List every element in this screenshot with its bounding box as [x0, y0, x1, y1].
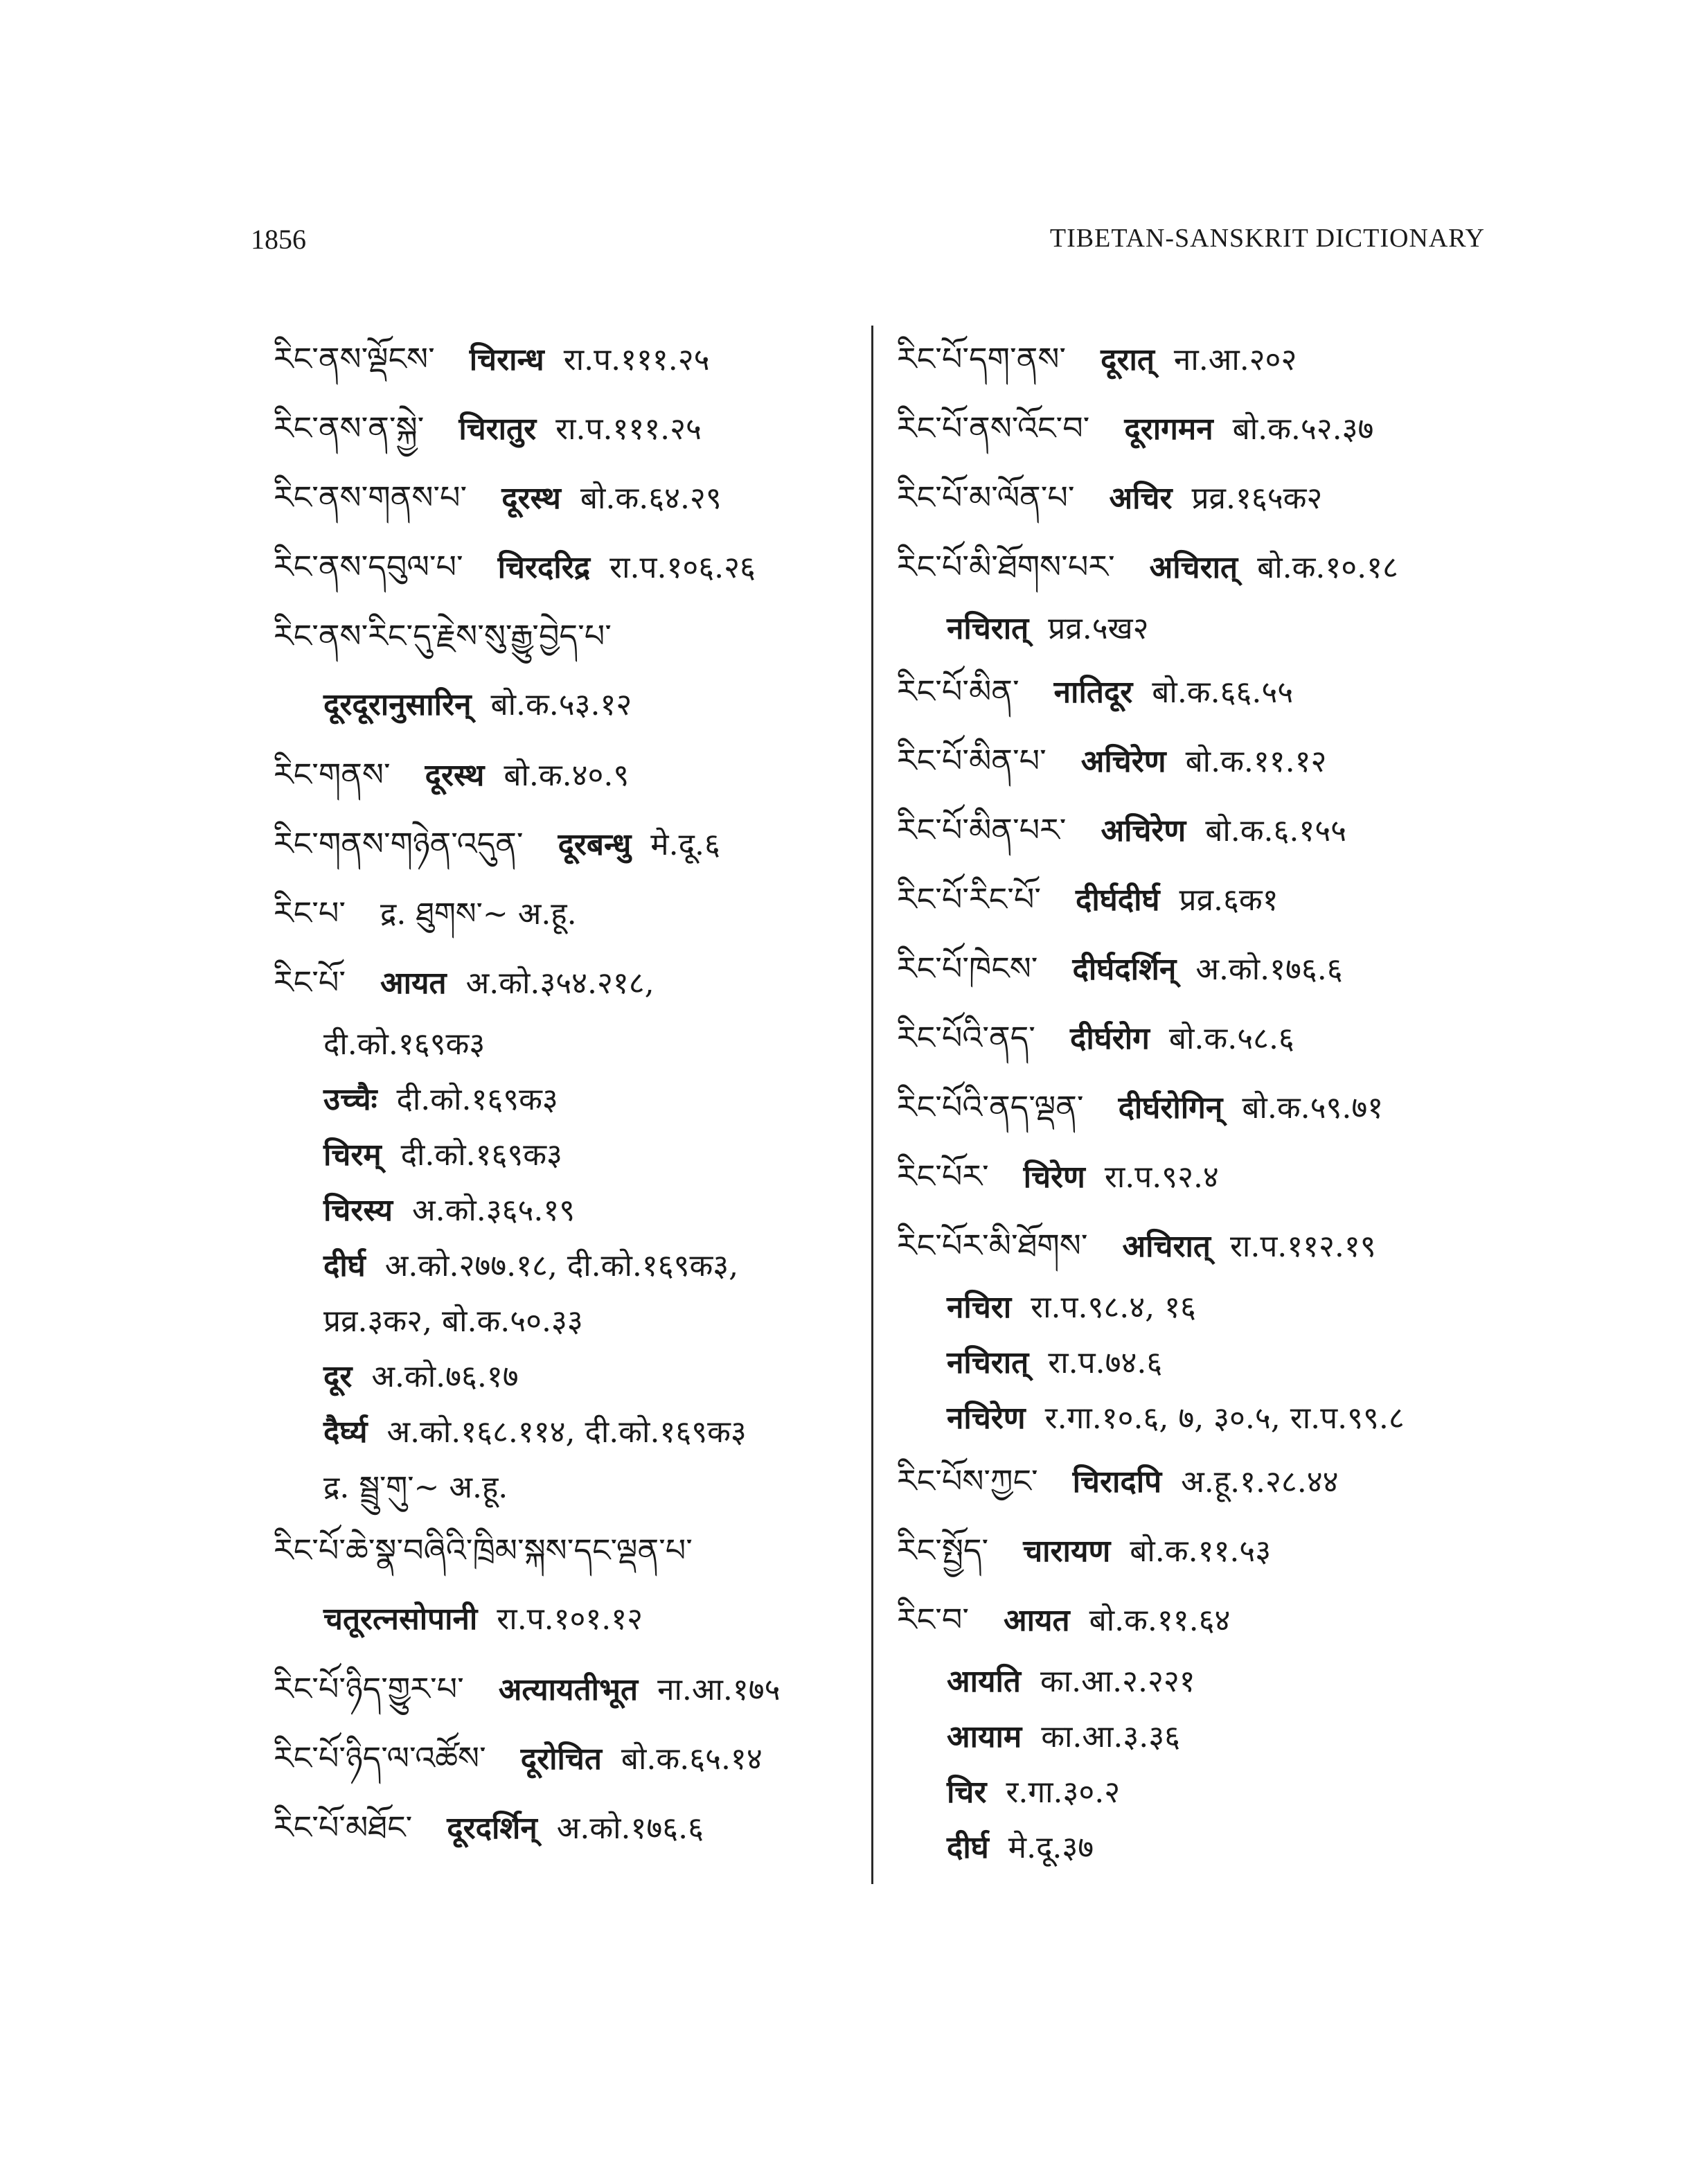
tibetan-headword: རིང་པོར་ — [897, 1157, 989, 1195]
page-number: 1856 — [251, 224, 306, 255]
tibetan-headword: རིང་པ་ — [274, 894, 346, 932]
sanskrit-equivalent: चिरादपि — [1072, 1464, 1162, 1500]
source-reference: रा.प.१०६.२६ — [609, 550, 756, 585]
sanskrit-equivalent: दूरागमन — [1124, 411, 1213, 447]
sanskrit-equivalent: अचिरात् — [1122, 1229, 1211, 1264]
sanskrit-equivalent: अचिरेण — [1101, 813, 1186, 849]
entry-continuation — [274, 1349, 855, 1405]
entry-continuation — [274, 1585, 855, 1654]
sanskrit-equivalent: चिरम् — [323, 1137, 382, 1173]
dictionary-entry — [274, 1654, 855, 1723]
tibetan-headword: རིང་ནས་དབུལ་པ་ — [274, 548, 463, 585]
tibetan-headword: རིང་པོ་ཆེ་སྣ་བཞིའི་ཁྲིམ་སྐས་དང་ལྡན་པ་ — [274, 1532, 693, 1569]
source-reference: बो.क.५८.६ — [1168, 1021, 1294, 1056]
sanskrit-equivalent: उच्चैः — [323, 1082, 377, 1117]
source-reference: बो.क.५९.७१ — [1242, 1090, 1384, 1126]
source-reference: र.गा.३०.२ — [1006, 1775, 1121, 1810]
sanskrit-equivalent: दीर्घरोग — [1069, 1021, 1150, 1056]
source-reference: अ.को.७६.१७ — [371, 1359, 519, 1394]
source-reference: ना.आ.२०२ — [1173, 342, 1297, 378]
entry-continuation — [897, 1710, 1506, 1765]
source-reference: अ.को.३६५.१९ — [411, 1193, 576, 1228]
sanskrit-equivalent: नातिदूर — [1053, 675, 1133, 710]
entry-continuation — [274, 1017, 855, 1072]
source-reference: रा.प.१११.२५ — [563, 342, 710, 378]
source-reference: बो.क.६.१५५ — [1205, 813, 1347, 849]
sanskrit-equivalent: नचिरा — [947, 1290, 1012, 1325]
source-reference: मे.दू.३७ — [1008, 1830, 1094, 1865]
entry-continuation — [897, 601, 1506, 657]
dictionary-entry — [274, 1723, 855, 1793]
dictionary-entry — [274, 740, 855, 809]
tibetan-headword: རིང་པོའི་ནད་ — [897, 1019, 1035, 1056]
dictionary-entry — [274, 324, 855, 393]
dictionary-entry — [274, 1793, 855, 1862]
source-reference: रा.प.९८.४, १६ — [1031, 1290, 1196, 1325]
entry-continuation — [897, 1335, 1506, 1391]
entry-continuation — [274, 671, 855, 740]
tibetan-headword: རིང་པོ་ནས་འོང་བ་ — [897, 409, 1090, 447]
sanskrit-equivalent: दूरात् — [1101, 342, 1155, 378]
sanskrit-equivalent: दीर्घदर्शिन् — [1072, 952, 1177, 987]
tibetan-headword: རིང་པོ་ — [274, 964, 346, 1001]
tibetan-headword: རིང་པོ་ཁེངས་ — [897, 950, 1038, 987]
source-reference: बो.क.११.१२ — [1185, 744, 1327, 779]
tibetan-headword: རིང་བ་ — [897, 1601, 970, 1638]
tibetan-headword: རིང་སྤྱོད་ — [897, 1532, 989, 1569]
source-reference: अ.को.३५४.२१८, — [465, 966, 654, 1001]
tibetan-headword: རིང་ནས་ན་སྐྱེ་ — [274, 409, 425, 447]
entry-continuation — [897, 1280, 1506, 1335]
tibetan-headword: རིང་པོ་ཉིད་གྱུར་པ་ — [274, 1670, 464, 1707]
source-reference: अ.हू.१.२८.४४ — [1181, 1464, 1339, 1500]
sanskrit-equivalent: नचिरेण — [947, 1401, 1026, 1436]
dictionary-entry — [897, 1003, 1506, 1072]
dictionary-entry — [274, 393, 855, 463]
dictionary-entry — [897, 532, 1506, 601]
tibetan-headword: རིང་པོ་ཉིད་ལ་འཚོས་ — [274, 1739, 486, 1777]
sanskrit-equivalent: दूरस्थ — [501, 481, 561, 516]
sanskrit-equivalent: आयाम — [947, 1719, 1022, 1755]
source-reference: बो.क.५२.३७ — [1232, 411, 1374, 447]
entry-continuation — [274, 1239, 855, 1294]
dictionary-entry — [897, 1142, 1506, 1211]
tibetan-headword: རིང་ནས་གནས་པ་ — [274, 479, 467, 516]
sanskrit-equivalent: नचिरात् — [947, 611, 1029, 646]
source-reference: बो.क.१०.१८ — [1257, 550, 1398, 585]
sanskrit-equivalent: आयति — [947, 1664, 1021, 1699]
source-reference: प्रव्र.६क१ — [1179, 882, 1279, 918]
sanskrit-equivalent: दूरदूरानुसारिन् — [323, 687, 472, 722]
tibetan-headword: རིང་པོས་ཀྱང་ — [897, 1462, 1038, 1500]
tibetan-headword: རིང་པོ་མ་ལོན་པ་ — [897, 479, 1075, 516]
sanskrit-equivalent: अचिरेण — [1080, 744, 1166, 779]
dictionary-entry — [897, 1516, 1506, 1585]
dictionary-entry — [897, 864, 1506, 934]
dictionary-entry — [897, 393, 1506, 463]
source-reference: प्रव्र.३क२, बो.क.५०.३३ — [323, 1304, 583, 1339]
dictionary-entry — [897, 726, 1506, 795]
source-reference: रा.प.१११.२५ — [555, 411, 702, 447]
right-column — [897, 324, 1506, 1876]
tibetan-headword: རིང་གནས་ — [274, 756, 391, 793]
source-reference: दी.को.१६९क३ — [400, 1137, 562, 1173]
sanskrit-equivalent: अचिर — [1109, 481, 1173, 516]
source-reference: ना.आ.१७५ — [657, 1672, 781, 1707]
sanskrit-equivalent: चिरस्य — [323, 1193, 393, 1228]
dictionary-entry — [274, 532, 855, 601]
tibetan-headword: རིང་པོ་དག་ནས་ — [897, 340, 1067, 378]
entry-continuation — [274, 1405, 855, 1460]
source-reference: बो.क.६४.२९ — [580, 481, 722, 516]
sanskrit-equivalent: दूरोचित — [520, 1741, 602, 1777]
entry-continuation — [897, 1765, 1506, 1820]
source-reference: बो.क.६५.१४ — [621, 1741, 763, 1777]
source-reference: अ.को.१६८.११४, दी.को.१६९क३ — [386, 1414, 747, 1450]
tibetan-headword: རིང་པོའི་ནད་ལྡན་ — [897, 1088, 1084, 1126]
entry-continuation — [897, 1391, 1506, 1446]
source-reference: का.आ.३.३६ — [1041, 1719, 1180, 1755]
sanskrit-equivalent: दीर्घ — [947, 1830, 989, 1865]
sanskrit-equivalent: नचिरात् — [947, 1345, 1029, 1380]
source-reference: दी.को.१६९क३ — [396, 1082, 558, 1117]
sanskrit-equivalent: चतूरत्नसोपानी — [323, 1601, 478, 1637]
source-reference: रा.प.१०१.१२ — [497, 1601, 643, 1637]
tibetan-headword: རིང་པོ་མཐོང་ — [274, 1809, 413, 1846]
source-reference: अ.को.१७६.६ — [556, 1811, 704, 1846]
tibetan-headword: རིང་པོར་མི་ཐོགས་ — [897, 1227, 1088, 1264]
dictionary-entry — [274, 1516, 855, 1585]
entry-continuation — [274, 1460, 855, 1516]
dictionary-entry — [897, 1446, 1506, 1516]
sanskrit-equivalent: आयत — [380, 966, 447, 1001]
entry-continuation — [897, 1654, 1506, 1710]
source-reference: प्रव्र.१६५क२ — [1191, 481, 1323, 516]
source-reference: बो.क.५३.१२ — [490, 687, 632, 722]
sanskrit-equivalent: दूर — [323, 1359, 353, 1394]
sanskrit-equivalent: चारायण — [1023, 1534, 1111, 1569]
sanskrit-equivalent: अचिरात् — [1149, 550, 1238, 585]
running-title: TIBETAN-SANSKRIT DICTIONARY — [1049, 224, 1485, 253]
sanskrit-equivalent: चिर — [947, 1775, 987, 1810]
left-column — [274, 324, 855, 1862]
source-reference: मे.दू.६ — [650, 827, 720, 862]
source-reference: र.गा.१०.६, ७, ३०.५, रा.प.९९.८ — [1044, 1401, 1405, 1436]
sanskrit-equivalent: चिरान्ध — [469, 342, 544, 378]
source-reference: दी.को.१६९क३ — [323, 1027, 486, 1062]
tibetan-headword: རིང་ནས་ལྡོངས་ — [274, 340, 435, 378]
source-reference: रा.प.११२.१९ — [1229, 1229, 1376, 1264]
entry-continuation — [897, 1820, 1506, 1876]
dictionary-entry — [274, 463, 855, 532]
dictionary-entry — [274, 878, 855, 948]
source-reference: बो.क.११.६४ — [1089, 1603, 1231, 1638]
source-reference: रा.प.७४.६ — [1048, 1345, 1163, 1380]
dictionary-entry — [897, 324, 1506, 393]
source-reference: प्रव्र.५ख२ — [1048, 611, 1149, 646]
sanskrit-equivalent: दैर्घ्य — [323, 1414, 368, 1450]
dictionary-entry — [897, 934, 1506, 1003]
entry-continuation — [274, 1072, 855, 1128]
dictionary-entry — [274, 809, 855, 878]
source-reference: बो.क.६६.५५ — [1152, 675, 1294, 710]
source-reference: रा.प.९२.४ — [1104, 1160, 1219, 1195]
dictionary-entry — [897, 1211, 1506, 1280]
sanskrit-equivalent: चिरातुर — [458, 411, 537, 447]
tibetan-headword: རིང་པོ་མིན་ — [897, 673, 1019, 710]
entry-continuation — [274, 1183, 855, 1239]
tibetan-headword: རིང་པོ་རིང་པོ་ — [897, 880, 1042, 918]
sanskrit-equivalent: दीर्घ — [323, 1248, 366, 1284]
entry-continuation — [274, 1128, 855, 1183]
column-divider — [871, 326, 873, 1884]
source-reference: बो.क.४०.९ — [504, 758, 630, 793]
sanskrit-equivalent: चिरदरिद्र — [497, 550, 591, 585]
sanskrit-equivalent: चिरेण — [1023, 1160, 1085, 1195]
sanskrit-equivalent: आयत — [1004, 1603, 1070, 1638]
sanskrit-equivalent: दूरदर्शिन् — [447, 1811, 537, 1846]
dictionary-entry — [897, 795, 1506, 864]
source-reference: द्र. སྦྲུ་གུ་~ अ.हू. — [323, 1470, 508, 1505]
source-reference: अ.को.२७७.१८, दी.को.१६९क३, — [384, 1248, 739, 1284]
sanskrit-equivalent: दीर्घदीर्घ — [1076, 882, 1160, 918]
entry-continuation — [274, 1294, 855, 1349]
tibetan-headword: རིང་པོ་མིན་པར་ — [897, 811, 1067, 849]
source-reference: बो.क.११.५३ — [1130, 1534, 1272, 1569]
source-reference: का.आ.२.२२१ — [1040, 1664, 1195, 1699]
dictionary-entry — [897, 1585, 1506, 1654]
dictionary-entry — [897, 657, 1506, 726]
sanskrit-equivalent: दूरबन्धु — [558, 827, 632, 862]
tibetan-headword: རིང་གནས་གཉེན་འདུན་ — [274, 825, 524, 862]
sanskrit-equivalent: अत्यायतीभूत — [498, 1672, 639, 1707]
tibetan-headword: རིང་པོ་མིན་པ་ — [897, 742, 1047, 779]
dictionary-entry — [897, 1072, 1506, 1142]
source-reference: अ.को.१७६.६ — [1195, 952, 1343, 987]
tibetan-headword: རིང་ནས་རིང་དུ་རྗེས་སུ་རྒྱུ་བྱེད་པ་ — [274, 617, 612, 655]
sanskrit-equivalent: दूरस्थ — [425, 758, 485, 793]
source-reference: द्र. ཐུགས་~ अ.हू. — [380, 896, 577, 932]
sanskrit-equivalent: दीर्घरोगिन् — [1118, 1090, 1223, 1126]
dictionary-entry — [274, 601, 855, 671]
dictionary-entry — [897, 463, 1506, 532]
dictionary-entry — [274, 948, 855, 1017]
tibetan-headword: རིང་པོ་མི་ཐོགས་པར་ — [897, 548, 1115, 585]
